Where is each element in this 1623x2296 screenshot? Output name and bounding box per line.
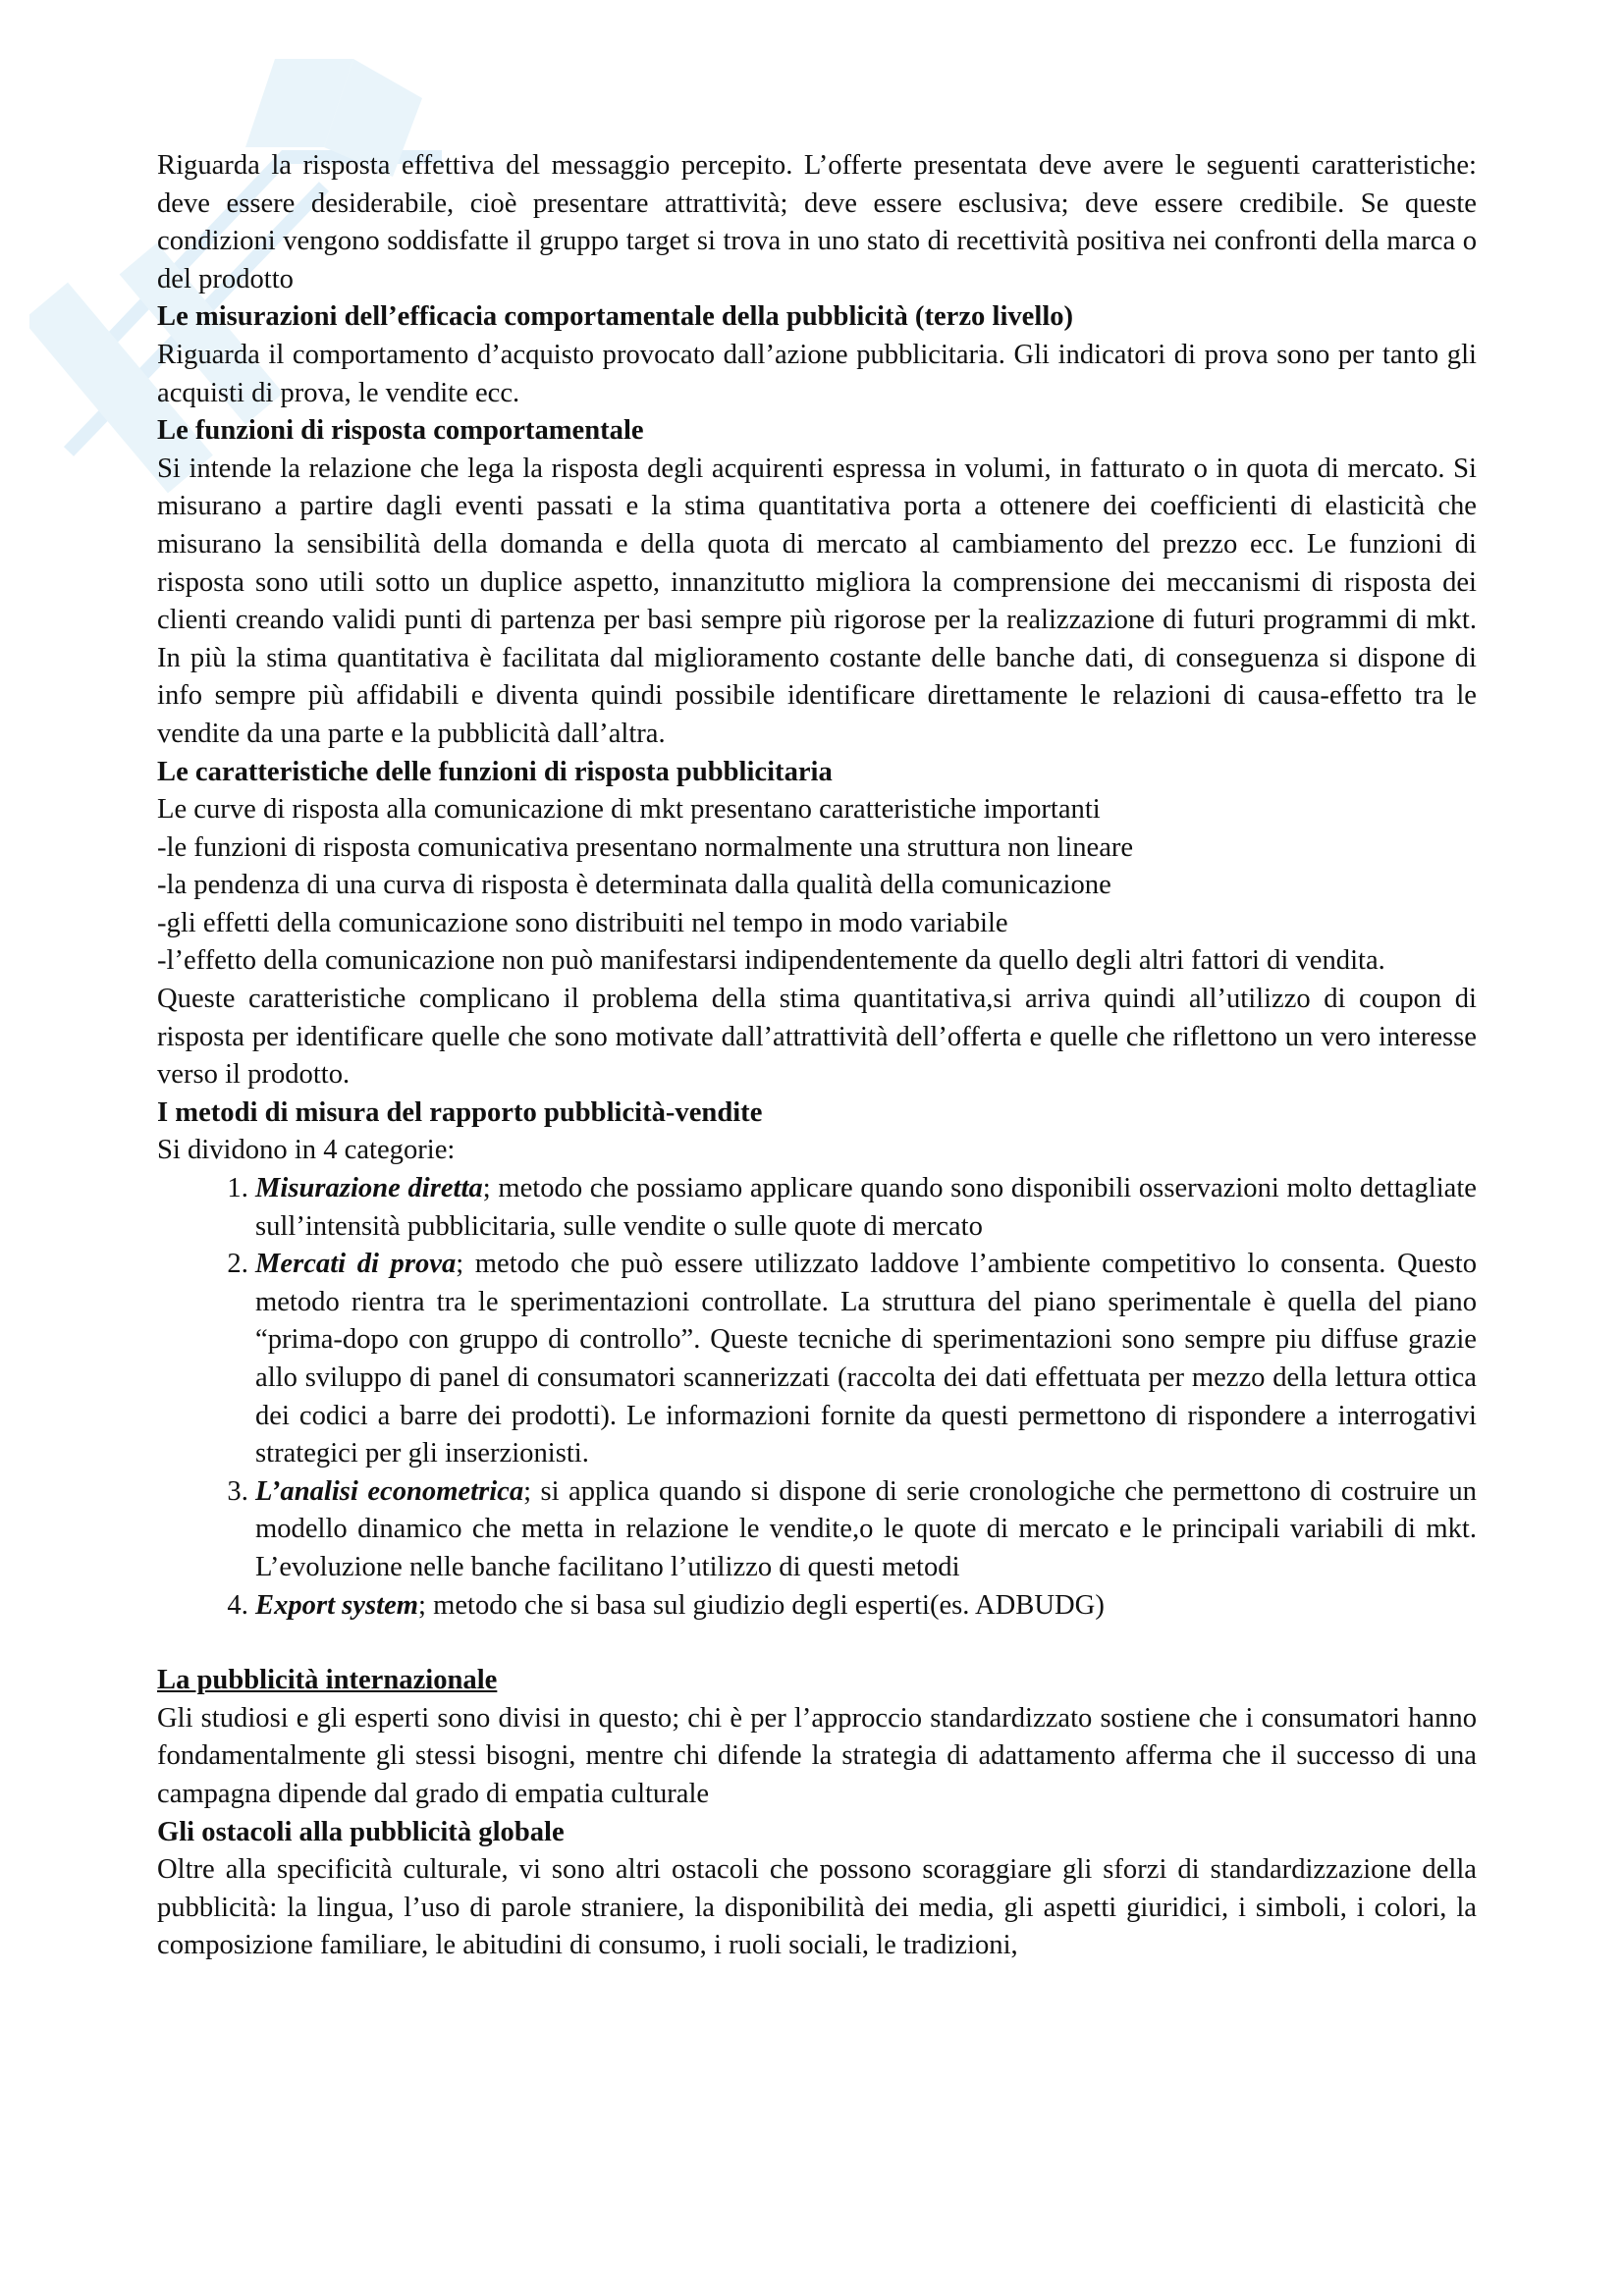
characteristics-line: Le curve di risposta alla comunicazione di mkt presentano caratteristiche importanti bbox=[157, 794, 1101, 826]
heading-response-characteristics: Le caratteristiche delle funzioni di risposta pubblicitaria bbox=[157, 756, 833, 787]
method-term: Mercati di prova bbox=[255, 1249, 457, 1280]
paragraph-purchase-behavior: Riguarda il comportamento d’acquisto provocato dall’azione pubblicitaria. Gli indicatori di prova sono per tanto gli acquisti di prova, le vendite ecc. bbox=[157, 339, 1477, 408]
paragraph-obstacles: Oltre alla specificità culturale, vi sono altri ostacoli che possono scoraggiare gli sforzi di standardizzazione della pubblicità: la lingua, l’uso di parole straniere, la disponibilità dei media, gli aspetti giuridici, i simboli, i colori, la composizione familiare, le abitudini di consumo, i ruoli sociali, le tradizioni, bbox=[157, 1854, 1477, 1961]
heading-measurement-methods: I metodi di misura del rapporto pubblicità-vendite bbox=[157, 1096, 763, 1128]
method-description: ; metodo che si basa sul giudizio degli esperti(es. ADBUDG) bbox=[418, 1589, 1105, 1621]
heading-behavioral-effectiveness: Le misurazioni dell’efficacia comportamentale della pubblicità (terzo livello) bbox=[157, 301, 1074, 333]
paragraph-coupon: Queste caratteristiche complicano il problema della stima quantitativa,si arriva quindi all’utilizzo di coupon di risposta per identificare quelle che sono motivate dall’attrattività dell’offerta e quelle che riflettono un vero interesse verso il prodotto. bbox=[157, 984, 1477, 1091]
list-item bbox=[255, 1473, 1477, 1587]
characteristics-line: -gli effetti della comunicazione sono distribuiti nel tempo in modo variabile bbox=[157, 907, 1008, 938]
method-description: ; metodo che può essere utilizzato laddove l’ambiente competitivo lo consenta. Questo metodo rientra tra le sperimentazioni controllate. La struttura del piano sperimentale è quella del piano “prima-dopo con gruppo di controllo”. Queste tecniche di sperimentazioni sono sempre piu diffuse grazie allo sviluppo di panel di consumatori scannerizzati (raccolta dei dati effettuata per mezzo della lettura ottica dei codici a barre dei prodotti). Le informazioni fornite da questi permettono di rispondere a interrogativi strategici per gli inserzionisti. bbox=[255, 1249, 1478, 1469]
list-item bbox=[255, 1587, 1477, 1626]
heading-international-advertising: La pubblicità internazionale bbox=[157, 1665, 498, 1696]
list-item bbox=[255, 1170, 1477, 1246]
method-description: ; metodo che possiamo applicare quando sono disponibili osservazioni molto dettagliate sull’intensità pubblicitaria, sulle vendite o sulle quote di mercato bbox=[255, 1173, 1477, 1242]
method-description: ; si applica quando si dispone di serie cronologiche che permettono di costruire un modello dinamico che metta in relazione le vendite,o le quote di mercato e le principali variabili di mkt. L’evoluzione nelle banche facilitano l’utilizzo di questi metodi bbox=[255, 1475, 1477, 1582]
paragraph-response-offer: Riguarda la risposta effettiva del messaggio percepito. L’offerte presentata deve avere le seguenti caratteristiche: deve essere desiderabile, cioè presentare attrattività; deve essere esclusiva; deve essere credibile. Se queste condizioni vengono soddisfatte il gruppo target si trova in uno stato di recettività positiva nei confronti della marca o del prodotto bbox=[157, 150, 1477, 294]
paragraph-response-functions: Si intende la relazione che lega la risposta degli acquirenti espressa in volumi, in fatturato o in quota di mercato. Si misurano a partire dagli eventi passati e la stima quantitativa porta a ottenere dei coefficienti di elasticità che misurano la sensibilità della domanda e della quota di mercato al cambiamento del prezzo ecc. Le funzioni di risposta sono utili sotto un duplice aspetto, innanzitutto migliora la comprensione dei meccanismi di risposta dei clienti creando validi punti di partenza per basi sempre più rigorose per la realizzazione di futuri programmi di mkt. In più la stima quantitativa è facilitata dal miglioramento costante delle banche dati, di conseguenza si dispone di info sempre più affidabili e diventa quindi possibile identificare direttamente le relazioni di causa-effetto tra le vendite da una parte e la pubblicità dall’altra. bbox=[157, 453, 1477, 749]
list-item bbox=[255, 1246, 1477, 1473]
methods-list bbox=[157, 1170, 1477, 1625]
characteristics-line: -l’effetto della comunicazione non può manifestarsi indipendentemente da quello degli altri fattori di vendita. bbox=[157, 945, 1385, 977]
paragraph-categories: Si dividono in 4 categorie: bbox=[157, 1135, 456, 1166]
document-body bbox=[157, 147, 1477, 1965]
section-spacer bbox=[157, 1625, 1477, 1662]
method-term: L’analisi econometrica bbox=[255, 1475, 524, 1507]
method-term: Export system bbox=[255, 1589, 419, 1621]
paragraph-international: Gli studiosi e gli esperti sono divisi in questo; chi è per l’approccio standardizzato sostiene che i consumatori hanno fondamentalmente gli stessi bisogni, mentre chi difende la strategia di adattamento afferma che il successo di una campagna dipende dal grado di empatia culturale bbox=[157, 1702, 1477, 1809]
heading-global-obstacles: Gli ostacoli alla pubblicità globale bbox=[157, 1816, 565, 1847]
characteristics-line: -la pendenza di una curva di risposta è determinata dalla qualità della comunicazione bbox=[157, 870, 1111, 901]
characteristics-line: -le funzioni di risposta comunicativa presentano normalmente una struttura non lineare bbox=[157, 831, 1134, 863]
method-term: Misurazione diretta bbox=[255, 1173, 483, 1204]
heading-behavioral-response-functions: Le funzioni di risposta comportamentale bbox=[157, 415, 644, 447]
